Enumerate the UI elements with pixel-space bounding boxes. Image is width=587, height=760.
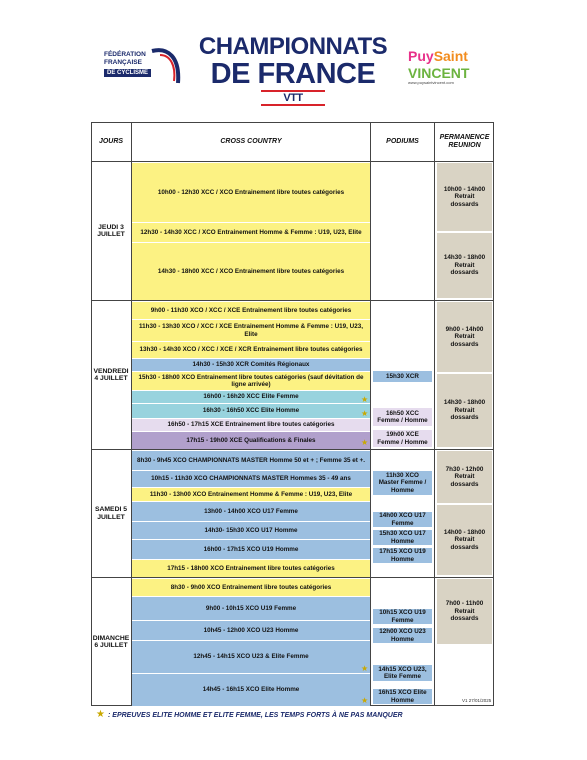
podium-slot: 10h15 XCO U19 Femme	[373, 609, 432, 624]
event-slot: 14h30- 15h30 XCO U17 Homme	[132, 521, 370, 539]
event-slot: 16h50 - 17h15 XCE Entrainement libre toutes catégories	[132, 418, 370, 431]
permanence-slot: 7h00 - 11h00 Retrait dossards	[437, 579, 492, 644]
event-slot: 10h45 - 12h00 XCO U23 Homme	[132, 620, 370, 640]
podium-slot: 11h30 XCO Master Femme / Homme	[373, 471, 432, 495]
permanence-slot: 9h00 - 14h00 Retrait dossards	[437, 302, 492, 372]
event-slot: 16h00 - 17h15 XCO U19 Homme	[132, 539, 370, 559]
event-slot: 12h30 - 14h30 XCC / XCO Entrainement Homme & Femme : U19, U23, Elite	[132, 222, 370, 242]
event-slot: 13h30 - 14h30 XCO / XCC / XCE / XCR Entrainement libre toutes catégories	[132, 341, 370, 358]
ffc-logo-line2: FRANÇAISE	[104, 59, 142, 66]
permanence-slot: 14h30 - 18h00 Retrait dossards	[437, 374, 492, 447]
permanence-slot: 7h30 - 12h00 Retrait dossards	[437, 451, 492, 503]
sponsor-logo	[408, 48, 486, 92]
event-slot: 17h15 - 18h00 XCO Entrainement libre toutes catégories	[132, 559, 370, 577]
day-thursday: JEUDI 3 JUILLET	[97, 223, 125, 238]
sponsor-word2: Saint	[433, 48, 468, 64]
column-header-permanence: PERMANENCE REUNION	[439, 134, 490, 149]
event-slot: 10h15 - 11h30 XCO CHAMPIONNATS MASTER Hommes 35 - 49 ans	[132, 470, 370, 487]
ffc-logo-line3: DE CYCLISME	[104, 69, 151, 77]
version-label: V1 27/01/2025	[462, 698, 492, 703]
podium-slot: 16h50 XCC Femme / Homme	[373, 408, 432, 426]
sponsor-word1: Puy	[408, 48, 434, 64]
column-header-cross-country: CROSS COUNTRY	[220, 137, 282, 145]
event-slot: 13h00 - 14h00 XCO U17 Femme	[132, 501, 370, 521]
day-sunday: DIMANCHE 6 JUILLET	[92, 634, 130, 649]
ffc-logo	[104, 47, 184, 91]
column-header-podiums: PODIUMS	[386, 137, 419, 145]
event-title	[196, 34, 390, 106]
podium-slot: 16h15 XCO Elite Homme	[373, 689, 432, 704]
divider	[434, 122, 435, 706]
event-slot: 11h30 - 13h00 XCO Entrainement Homme & Femme : U19, U23, Elite	[132, 487, 370, 501]
event-slot: 8h30 - 9h45 XCO CHAMPIONNATS MASTER Homme 50 et + ; Femme 35 et +.	[132, 450, 370, 470]
star-icon: ★	[96, 709, 105, 720]
event-slot: 16h30 - 16h50 XCC Elite Homme	[132, 403, 370, 418]
column-header-days: JOURS	[98, 137, 124, 145]
podium-slot: 17h15 XCO U19 Homme	[373, 548, 432, 563]
permanence-slot: 14h00 - 18h00 Retrait dossards	[437, 505, 492, 575]
permanence-slot: 14h30 - 18h00 Retrait dossards	[437, 233, 492, 298]
podium-slot: 14h00 XCO U17 Femme	[373, 512, 432, 527]
day-friday: VENDREDI 4 JUILLET	[93, 367, 129, 382]
day-saturday: SAMEDI 5 JUILLET	[94, 506, 128, 521]
event-slot: 8h30 - 9h00 XCO Entrainement libre toutes catégories	[132, 578, 370, 596]
ffc-swoosh-icon	[150, 47, 184, 87]
event-slot: 10h00 - 12h30 XCC / XCO Entrainement libre toutes catégories	[132, 162, 370, 222]
star-icon: ★	[361, 409, 369, 418]
sponsor-word3: VINCENT	[408, 65, 470, 81]
event-slot: 14h30 - 15h30 XCR Comités Régionaux	[132, 358, 370, 371]
star-icon: ★	[361, 395, 369, 404]
event-slot: 16h00 - 16h20 XCC Elite Femme	[132, 390, 370, 403]
page-header	[0, 0, 587, 118]
podium-slot: 12h00 XCO U23 Homme	[373, 628, 432, 643]
event-slot: 14h30 - 18h00 XCC / XCO Entrainement libre toutes catégories	[132, 242, 370, 300]
divider	[370, 122, 371, 706]
sponsor-site: www.puysaintvincent.com	[408, 80, 454, 85]
event-slot: 11h30 - 13h30 XCO / XCC / XCE Entrainement Homme & Femme : U19, U23, Elite	[132, 319, 370, 341]
event-title-vtt: VTT	[261, 90, 324, 106]
event-title-line2: DE FRANCE	[210, 58, 376, 90]
event-slot: 15h30 - 18h00 XCO Entrainement libre toutes catégories (sauf dévitation de ligne arrivée)	[132, 371, 370, 390]
permanence-slot: 10h00 - 14h00 Retrait dossards	[437, 163, 492, 231]
star-icon: ★	[361, 438, 369, 447]
event-slot: 14h45 - 16h15 XCO Elite Homme	[132, 673, 370, 706]
footnote: : EPREUVES ELITE HOMME ET ELITE FEMME, LES TEMPS FORTS À NE PAS MANQUER	[108, 712, 403, 719]
event-slot: 9h00 - 11h30 XCO / XCC / XCE Entrainement libre toutes catégories	[132, 301, 370, 319]
event-slot: 9h00 - 10h15 XCO U19 Femme	[132, 596, 370, 620]
event-title-line1: CHAMPIONNATS	[198, 33, 388, 60]
podium-slot: 14h15 XCO U23, Elite Femme	[373, 665, 432, 681]
podium-slot: 19h00 XCE Femme / Homme	[373, 430, 432, 447]
podium-slot: 15h30 XCO U17 Homme	[373, 530, 432, 545]
star-icon: ★	[361, 664, 369, 673]
event-slot: 12h45 - 14h15 XCO U23 & Elite Femme	[132, 640, 370, 673]
event-slot: 17h15 - 19h00 XCE Qualifications & Finales	[132, 431, 370, 449]
ffc-logo-line1: FÉDÉRATION	[104, 51, 146, 58]
star-icon: ★	[361, 696, 369, 705]
podium-slot: 15h30 XCR	[373, 371, 432, 382]
